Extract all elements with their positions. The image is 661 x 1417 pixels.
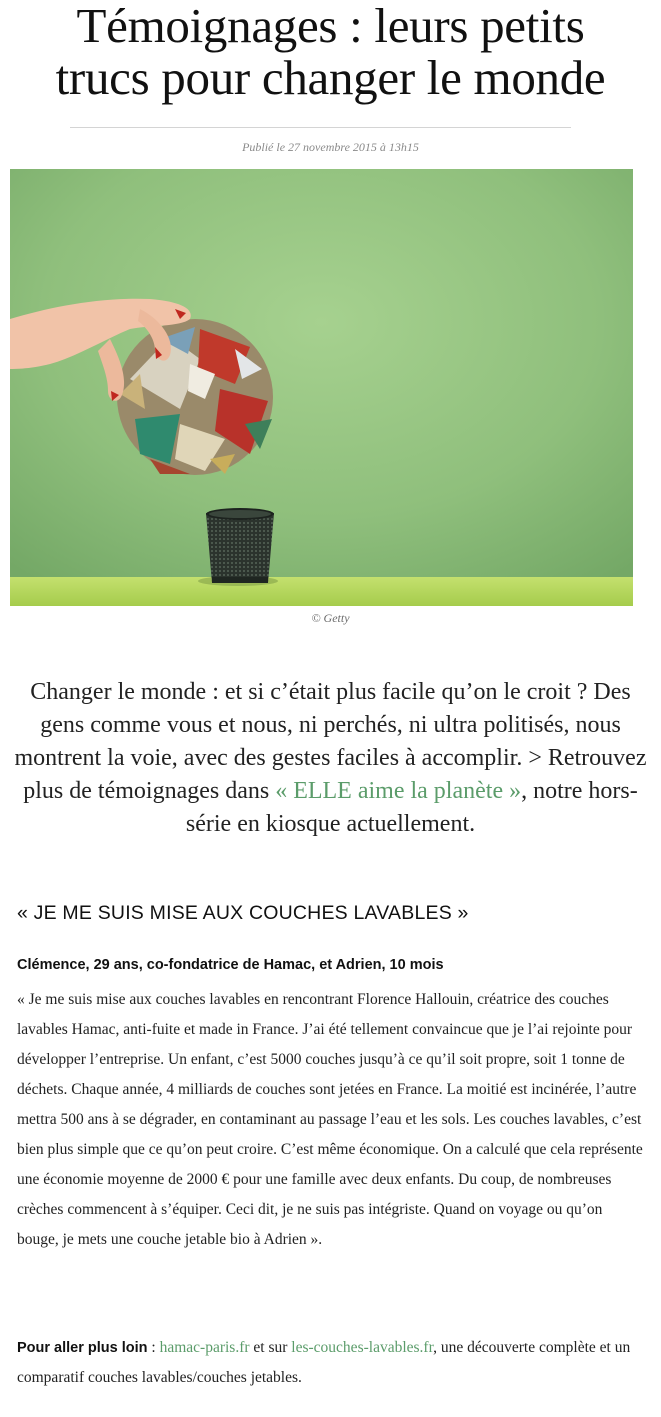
further-reading	[17, 1333, 647, 1393]
further-reading-label: Pour aller plus loin	[17, 1340, 148, 1356]
title-divider	[70, 127, 571, 128]
couches-lavables-link[interactable]: les-couches-lavables.fr	[291, 1339, 434, 1356]
section-heading: « JE ME SUIS MISE AUX COUCHES LAVABLES »	[17, 902, 469, 924]
hero-image	[10, 169, 633, 606]
image-credit: © Getty	[311, 611, 350, 625]
testimony-byline: Clémence, 29 ans, co-fondatrice de Hamac, et Adrien, 10 mois	[17, 957, 444, 973]
title-line-1: Témoignages : leurs petits	[76, 0, 585, 53]
lead-text-end: , notre hors-série en kiosque actuellement.	[185, 778, 638, 837]
testimony-body: « Je me suis mise aux couches lavables en rencontrant Florence Hallouin, créatrice des couches lavables Hamac, anti-fuite et made in France. J’ai été tellement convaincue que je l’ai rejointe pour développer l’entreprise. Un enfant, c’est 5000 couches jusqu’à ce qu’il soit propre, soit 1 tonne de déchets. Chaque année, 4 milliards de couches sont jetées en France. La moitié est incinérée, l’autre mettra 500 ans à se dégrader, en contaminant au passage l’eau et les sols. Les couches lavables, c’est bien plus simple que ce qu’on peut croire. C’est même économique. On a calculé que cela représente une économie moyenne de 2000 € pour une famille avec deux enfants. Du coup, de nombreuses crèches commencent à s’équiper. Ceci dit, je ne suis pas intégriste. Quand on voyage ou qu’on bouge, je mets une couche jetable bio à Adrien ».	[17, 991, 643, 1248]
hamac-link[interactable]: hamac-paris.fr	[159, 1339, 250, 1356]
publish-date: Publié le 27 novembre 2015 à 13h15	[242, 140, 419, 154]
further-reading-end: , une découverte complète et un comparatif couches lavables/couches jetables.	[17, 1339, 631, 1386]
title-line-2: trucs pour changer le monde	[55, 50, 606, 105]
lead-text: Changer le monde : et si c’était plus facile qu’on le croit ? Des gens comme vous et nous, ni perchés, ni ultra politisés, nous montrent la voie, avec des gestes faciles à accomplir. > Retrouvez plus de témoignages dans	[14, 679, 647, 804]
article-title	[0, 0, 661, 104]
article-lead	[12, 676, 649, 841]
hors-serie-link[interactable]: « ELLE aime la planète »	[275, 778, 522, 804]
further-reading-sep: :	[147, 1339, 160, 1356]
further-reading-mid: et sur	[249, 1339, 292, 1356]
